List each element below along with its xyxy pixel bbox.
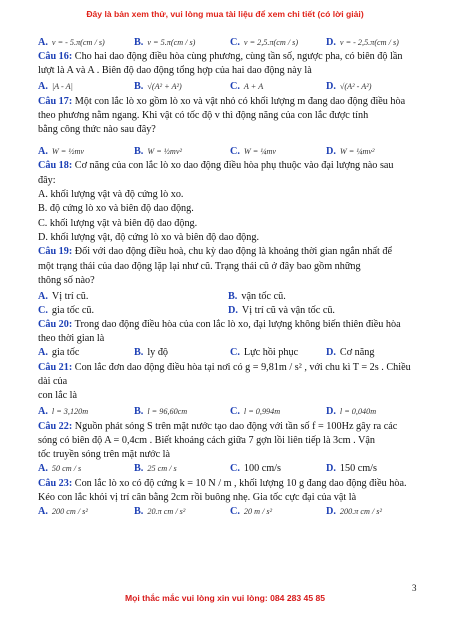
q16-options: [38, 79, 418, 95]
q18-option-c[interactable]: C. khối lượng vật và biên độ dao động.: [38, 217, 198, 229]
question-number: Câu 18:: [38, 160, 73, 172]
q23-option-a[interactable]: A. 200 cm / s²: [38, 505, 88, 517]
question-22: [38, 420, 418, 477]
question-20: [38, 318, 418, 361]
question-text: một trạng thái của dao động lặp lại như cũ. Trạng thái cũ ở đây bao gồm những: [38, 260, 361, 272]
question-21: [38, 361, 418, 420]
question-text: Cơ năng của con lắc lò xo dao động điều hòa phụ thuộc vào đại lượng nào sau: [74, 160, 394, 172]
question-text: Con lắc đơn dao động điều hòa tại nơi có g = 9,81m / s² , với chu kì T = 2s . Chiều: [74, 361, 411, 373]
q21-option-b[interactable]: B. l = 96,60cm: [134, 406, 188, 418]
document-body: [38, 34, 418, 519]
question-text: Trong dao động điều hòa của con lắc lò xo, đại lượng không biến thiên điều hòa: [74, 319, 401, 331]
question-text: tốc truyền sóng trên mặt nước là: [38, 449, 170, 461]
q20-option-a[interactable]: A. gia tốc: [38, 347, 80, 359]
question-number: Câu 17:: [38, 95, 73, 107]
q18-option-d[interactable]: D. khối lượng vật, độ cứng lò xo và biên độ dao động.: [38, 231, 260, 243]
q22-options: [38, 463, 418, 477]
question-number: Câu 19:: [38, 246, 73, 258]
q17-option-a[interactable]: A. W = ½mv: [38, 146, 85, 158]
q23-option-c[interactable]: C. 20 m / s²: [230, 505, 273, 517]
question-text: lượt là A và A . Biên độ dao động tổng hợp của hai dao động này là: [38, 65, 312, 77]
question-23: [38, 477, 418, 520]
question-text: Nguồn phát sóng S trên mặt nước tạo dao động với tần số f = 100Hz gây ra các: [74, 420, 398, 432]
question-17: [38, 95, 418, 160]
q16-option-b[interactable]: B. √(A² + A²): [134, 81, 182, 93]
q23-options: [38, 505, 418, 519]
q15-option-b[interactable]: B. v = 5.π(cm / s): [134, 36, 196, 48]
q23-option-d[interactable]: D. 200.π cm / s²: [326, 505, 382, 517]
q17-option-c[interactable]: C. W = ¼mv: [230, 146, 277, 158]
q17-option-d[interactable]: D. W = ¼mv²: [326, 146, 375, 158]
q20-options: [38, 347, 418, 361]
q21-option-d[interactable]: D. l = 0,040m: [326, 406, 377, 418]
q21-options: [38, 404, 418, 420]
q15-options: [38, 34, 418, 50]
q16-option-d[interactable]: D. √(A² - A²): [326, 81, 372, 93]
question-number: Câu 20:: [38, 319, 73, 331]
page-number: 3: [412, 583, 417, 593]
question-number: Câu 23:: [38, 477, 73, 489]
q17-options: [38, 137, 418, 159]
question-text: Kéo con lắc khỏi vị trí cân bằng 2cm rồi buông nhẹ. Gia tốc cực đại của vật là: [38, 491, 357, 503]
question-19: [38, 245, 418, 318]
q15-option-c[interactable]: C. v = 2,5.π(cm / s): [230, 36, 299, 48]
contact-footer: Mọi thắc mắc vui lòng xin vui lòng: 084 283 45 85: [124, 593, 326, 603]
q19-option-a[interactable]: A. Vị trí cũ.: [38, 290, 89, 302]
q17-option-b[interactable]: B. W = ½mv²: [134, 146, 182, 158]
q16-option-a[interactable]: A. |A - A|: [38, 81, 73, 93]
q21-option-c[interactable]: C. l = 0,994m: [230, 406, 281, 418]
question-number: Câu 16:: [38, 51, 73, 62]
question-text: con lắc là: [38, 390, 78, 402]
question-text: theo phương nằm ngang. Khi vật có tốc độ v thì động năng của con lắc được tính: [38, 109, 369, 121]
q19-option-b[interactable]: B. vận tốc cũ.: [228, 290, 286, 302]
q15-option-d[interactable]: D. v = - 2,5.π(cm / s): [326, 36, 399, 48]
q22-option-c[interactable]: C. 100 cm/s: [230, 463, 281, 475]
question-16: [38, 50, 418, 95]
preview-notice-header: Đây là bản xem thử, vui lòng mua tài liệu để xem chi tiết (có lời giải): [86, 9, 364, 19]
q19-option-d[interactable]: D. Vị trí cũ và vận tốc cũ.: [228, 304, 335, 316]
question-text: Đối với dao động điều hoà, chu kỳ dao động là khoảng thời gian ngắn nhất để: [74, 246, 392, 258]
question-text: đây:: [38, 174, 56, 186]
q18-option-a[interactable]: A. khối lượng vật và độ cứng lò xo.: [38, 189, 184, 201]
question-number: Câu 21:: [38, 361, 73, 373]
question-text: dài của: [38, 376, 68, 388]
question-text: thông số nào?: [38, 274, 95, 286]
q20-option-b[interactable]: B. ly độ: [134, 347, 169, 359]
q22-option-d[interactable]: D. 150 cm/s: [326, 463, 377, 475]
q19-options-row1: [38, 288, 418, 304]
question-text: Con lắc lò xo có độ cứng k = 10 N / m , khối lượng 10 g đang dao động điều hòa.: [74, 477, 407, 489]
question-text: Cho hai dao động điều hòa cùng phương, cùng tần số, ngược pha, có biên độ lần: [74, 51, 403, 62]
question-number: Câu 22:: [38, 420, 73, 432]
q22-option-b[interactable]: B. 25 cm / s: [134, 463, 177, 475]
q22-option-a[interactable]: A. 50 cm / s: [38, 463, 82, 475]
question-text: theo thời gian là: [38, 333, 105, 345]
question-18: [38, 159, 418, 245]
q23-option-b[interactable]: B. 20.π cm / s²: [134, 505, 186, 517]
q19-option-c[interactable]: C. gia tốc cũ.: [38, 304, 95, 316]
q18-option-b[interactable]: B. độ cứng lò xo và biên độ dao động.: [38, 203, 194, 215]
q20-option-c[interactable]: C. Lực hồi phục: [230, 347, 299, 359]
question-text: sóng có biên độ A = 0,4cm . Biết khoảng cách giữa 7 gợn lồi liên tiếp là 3cm . Vận: [38, 434, 376, 446]
q21-option-a[interactable]: A. l = 3,120m: [38, 406, 89, 418]
q16-option-c[interactable]: C. A + A: [230, 81, 264, 93]
question-text: Một con lắc lò xo gồm lò xo và vật nhỏ có khối lượng m đang dao động điều hòa: [74, 95, 406, 107]
q15-option-a[interactable]: A. v = - 5.π(cm / s): [38, 36, 105, 48]
question-text: bằng công thức nào sau đây?: [38, 124, 156, 136]
q20-option-d[interactable]: D. Cơ năng: [326, 347, 375, 359]
q19-options-row2: [38, 304, 418, 318]
